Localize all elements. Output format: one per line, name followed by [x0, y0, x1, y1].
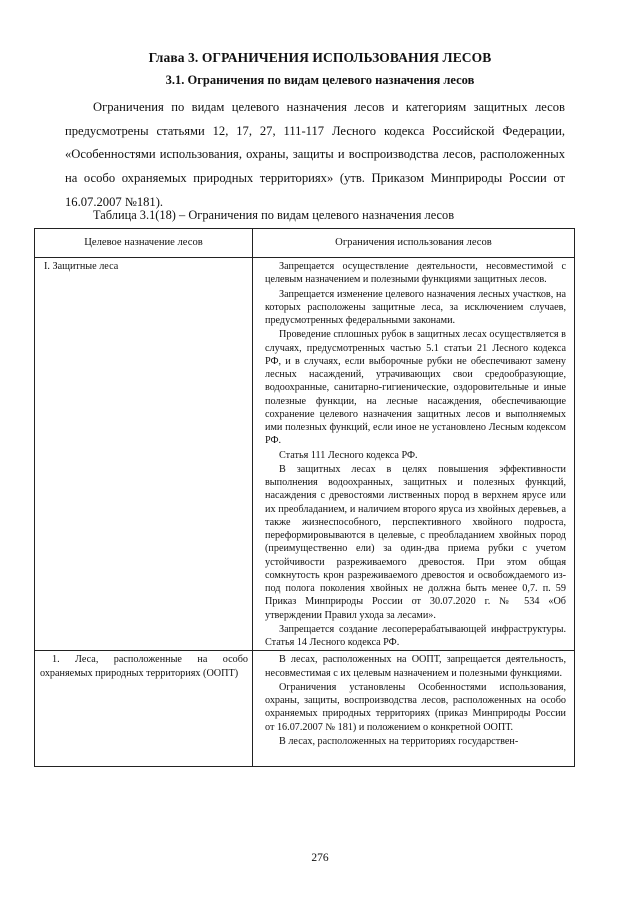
row-purpose-text: I. Защитные леса [44, 261, 119, 272]
table-row [35, 258, 575, 651]
restriction-paragraph: Проведение сплошных рубок в защитных лесах осуществляется в случаях, предусмотренных частью 5.1 статьи 21 Лесного кодекса РФ, и в случаях, если выборочные рубки не обеспечивают замену лесных насаждений, утрачивающих свои средообразующие, водоохранные, санитарно-гигиенические, оздоровительные и иные полезные функции, на лесные насаждения, обеспечивающие сохранение целевого назначения защитных лесов и выполняемых ими полезных функций, если иное не установлено Лесным кодексом РФ. [265, 329, 566, 447]
restriction-paragraph: Статья 111 Лесного кодекса РФ. [279, 449, 418, 461]
page-number: 276 [311, 852, 329, 864]
table-caption: Таблица 3.1(18) – Ограничения по видам целевого назначения лесов [93, 208, 455, 222]
chapter-title: Глава 3. ОГРАНИЧЕНИЯ ИСПОЛЬЗОВАНИЯ ЛЕСОВ [148, 50, 492, 65]
header-purpose: Целевое назначение лесов [35, 229, 253, 258]
row-purpose-cell [35, 651, 253, 767]
table-row [35, 651, 575, 767]
restriction-paragraph: В лесах, расположенных на ООПТ, запрещается деятельность, несовместимая с их целевым назначением и полезными функциями. [265, 654, 566, 679]
restriction-paragraph: Запрещается осуществление деятельности, несовместимой с целевым назначением и полезными функциями защитных лесов. [265, 261, 566, 286]
restriction-paragraph: В защитных лесах в целях повышения эффективности выполнения водоохранных, защитных и полезных функций, насаждения с древостоями лиственных пород в верхнем ярусе или их преобладанием, и наличием второго яруса из хвойных деревьев, а также жизнеспособного, перспективного хвойного подроста, переформировываются в целевые, с преобладанием хвойных пород (преимущественно ели) за один-два приема рубки с учетом устойчивости разреживаемого древостоя. При этом общая сомкнутость крон разреживаемого древостоя и освобождаемого из-под полога поколения хвойных не должна быть менее 0,7. п. 59 Приказ Минприроды России от 30.07.2020 г. № 534 «Об утверждении Правил ухода за лесами». [265, 463, 566, 621]
intro-paragraph: Ограничения по видам целевого назначения лесов и категориям защитных лесов предусмотрены статьями 12, 17, 27, 111-117 Лесного кодекса Российской Федерации, «Особенностями использования, охраны, защиты и воспроизводства лесов, расположенных на особо охраняемых природных территориях» (утв. Приказом Минприроды России от 16.07.2007 №181). [65, 100, 565, 209]
row-restrictions-cell [253, 258, 575, 651]
table-header-row [35, 229, 575, 258]
restriction-paragraph: В лесах, расположенных на территориях государствен- [279, 735, 519, 747]
restriction-paragraph: Ограничения установлены Особенностями использования, охраны, защиты, воспроизводства лесов, расположенных на особо охраняемых природных территориях (приказ Минприроды России от 16.07.2007 № 181) и положением о конкретной ООПТ. [265, 681, 566, 733]
row-restrictions-cell [253, 651, 575, 767]
row-purpose-text: 1. Леса, расположенные на особо охраняемых природных территориях (ООПТ) [40, 654, 248, 679]
restrictions-table [34, 228, 575, 767]
restriction-paragraph: Запрещается изменение целевого назначения лесных участков, на которых расположены защитные леса, за исключением случаев, предусмотренных федеральными законами. [265, 288, 566, 326]
header-restrictions: Ограничения использования лесов [253, 229, 575, 258]
row-purpose-cell [35, 258, 253, 651]
restriction-paragraph: Запрещается создание лесоперерабатывающей инфраструктуры. Статья 14 Лесного кодекса РФ. [265, 623, 566, 648]
section-title: 3.1. Ограничения по видам целевого назначения лесов [165, 73, 475, 87]
